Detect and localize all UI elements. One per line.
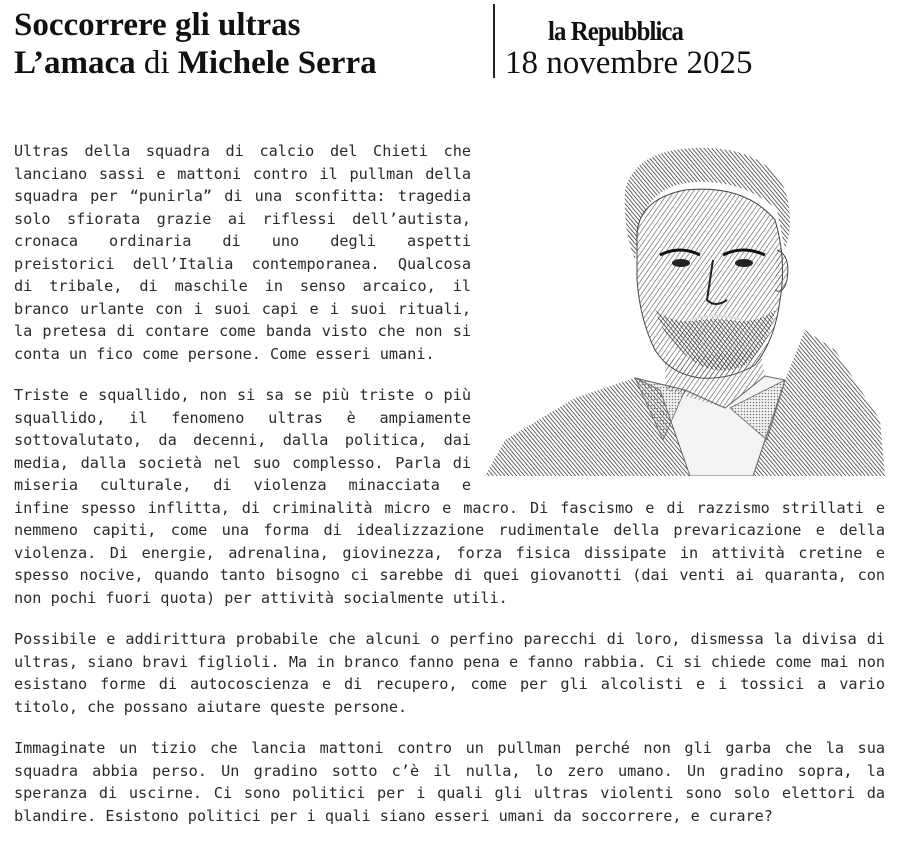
- article-body: [14, 140, 885, 846]
- article-title: [14, 6, 377, 82]
- author-portrait-image: [485, 140, 885, 476]
- publication-date: 18 novembre 2025: [505, 45, 753, 81]
- paragraph-1: Ultras della squadra di calcio del Chieti che lanciano sassi e mattoni contro il pullman della squadra per “punirla” di una sconfitta: tragedia solo sfiorata grazie ai riflessi dell’autista, cronaca ordinaria di uno degli aspetti preistorici dell’Italia contemporanea. Qualcosa di tribale, di maschile in senso arcaico, il branco urlante con i suoi capi e i suoi rituali, la pretesa di contare come banda visto che non si conta un fico come persone. Come esseri umani.: [14, 142, 471, 363]
- headline: Soccorrere gli ultras: [14, 7, 301, 43]
- byline-connector: di: [135, 45, 178, 81]
- portrait-sketch-icon: [485, 140, 885, 476]
- newspaper-masthead: la Repubblica: [548, 16, 684, 46]
- paragraph-4: Immaginate un tizio che lancia mattoni contro un pullman perché non gli garba che la sua squadra abbia perso. Un gradino sotto c’è il nulla, lo zero umano. Un gradino sopra, la speranza di uscirne. Ci sono politici per i quali gli ultras violenti sono solo elettori da blandire. Esistono politici per i quali siano esseri umani da soccorrere, e curare?: [14, 739, 885, 825]
- column-name: L’amaca: [14, 45, 136, 81]
- paragraph-2: Triste e squallido, non si sa se più triste o più squallido, il fenomeno ultras è ampiamente sottovalutato, da decenni, dalla politica, dai media, dalla società nel suo complesso. Parla di miseria culturale, di violenza minacciata e infine spesso inflitta, di criminalità micro e macro. Di fascismo e di razzismo strillati e nemmeno capiti, come una forma di idealizzazione rudimentale della prevaricazione e della violenza. Di energie, adrenalina, giovinezza, forza fisica dissipate in attività cretine e spesso nocive, quando tanto bisogno ci sarebbe di quei giovanotti (dai venti ai quaranta, con non pochi fuori quota) per attività socialmente utili.: [14, 386, 885, 607]
- author-name: Michele Serra: [177, 45, 377, 81]
- paragraph-3: Possibile e addirittura probabile che alcuni o perfino parecchi di loro, dismessa la divisa di ultras, siano bravi figlioli. Ma in branco fanno pena e fanno rabbia. Ci si chiede come mai non esistano forme di autocoscienza e di recupero, come per gli alcolisti e i tossici a vario titolo, che possano aiutare queste persone.: [14, 630, 885, 716]
- column-byline: [14, 44, 377, 82]
- header-divider: [493, 4, 495, 78]
